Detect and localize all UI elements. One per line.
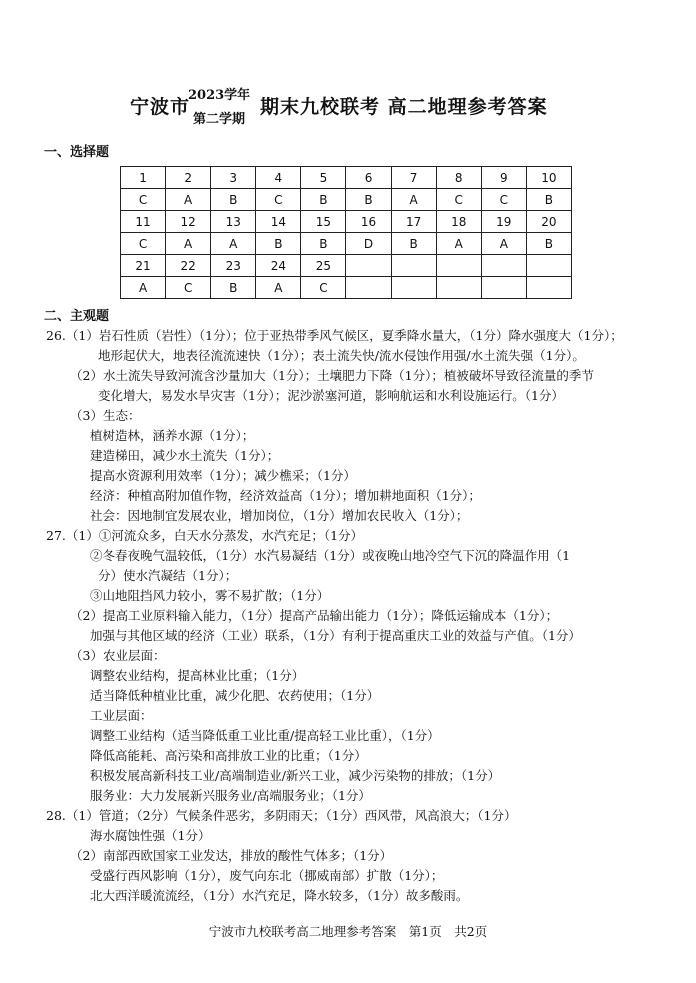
table-cell: 21 (121, 255, 166, 277)
answer-line: ③山地阻挡风力较小，雾不易扩散；（1分） (90, 588, 330, 603)
answer-line: （2）水土流失导致河流含沙量加大（1分）；土壤肥力下降（1分）；植被破坏导致径流量的季节 (70, 368, 594, 383)
table-cell: A (391, 189, 436, 211)
table-cell: 9 (481, 167, 526, 189)
table-cell: C (301, 277, 346, 299)
answer-line: （2）南部西欧国家工业发达，排放的酸性气体多；（1分） (70, 848, 393, 863)
table-cell: 22 (166, 255, 211, 277)
answer-line: 提高水资源利用效率（1分）；减少樵采；（1分） (90, 468, 356, 483)
table-cell (346, 255, 391, 277)
answer-line: 海水腐蚀性强（1分） (90, 828, 211, 843)
table-cell: B (301, 233, 346, 255)
answer-line: 调整工业结构（适当降低重工业比重/提高轻工业比重），（1分） (90, 728, 440, 743)
table-cell: 16 (346, 211, 391, 233)
table-cell: D (346, 233, 391, 255)
table-cell (526, 255, 571, 277)
table-cell (436, 277, 481, 299)
page-title (0, 84, 696, 128)
answer-line: 建造梯田，减少水土流失（1分）； (90, 448, 280, 463)
title-year: 2023学年 (188, 88, 251, 103)
table-cell: C (166, 277, 211, 299)
answer-line: 调整农业结构，提高林业比重；（1分） (90, 668, 305, 683)
answer-line: （2）提高工业原料输入能力，（1分）提高产品输出能力（1分）；降低运输成本（1分）； (70, 608, 559, 623)
table-cell: C (256, 189, 301, 211)
table-cell: A (481, 233, 526, 255)
table-cell: C (481, 189, 526, 211)
answer-line: 降低高能耗、高污染和高排放工业的比重；（1分） (90, 748, 367, 763)
table-row (121, 189, 572, 211)
answer-line: 北大西洋暖流流经，（1分）水汽充足，降水较多，（1分）故多酸雨。 (90, 888, 469, 903)
table-cell: 24 (256, 255, 301, 277)
table-cell: 25 (301, 255, 346, 277)
table-cell: A (436, 233, 481, 255)
answer-body (46, 326, 656, 906)
table-row (121, 167, 572, 189)
table-cell: B (526, 189, 571, 211)
table-cell (436, 255, 481, 277)
table-cell: 13 (211, 211, 256, 233)
table-cell: 6 (346, 167, 391, 189)
table-cell: B (211, 189, 256, 211)
table-cell: 17 (391, 211, 436, 233)
table-cell: A (166, 189, 211, 211)
answer-line: 27.（1）①河流众多，白天水分蒸发，水汽充足；（1分） (46, 528, 364, 543)
table-cell (391, 277, 436, 299)
table-cell: A (256, 277, 301, 299)
answer-line: 分）使水汽凝结（1分）； (98, 568, 238, 583)
table-cell: C (436, 189, 481, 211)
answer-line: 经济：种植高附加值作物，经济效益高（1分）；增加耕地面积（1分）； (90, 488, 481, 503)
title-main: 期末九校联考 高二地理参考答案 (260, 96, 548, 118)
table-cell: B (526, 233, 571, 255)
title-term: 第二学期 (193, 112, 246, 127)
page-footer: 宁波市九校联考高二地理参考答案 第1页 共2页 (208, 924, 488, 939)
table-cell: 18 (436, 211, 481, 233)
table-cell: C (121, 189, 166, 211)
answer-table (120, 166, 572, 299)
table-cell: 3 (211, 167, 256, 189)
answer-line: 受盛行西风影响（1分），废气向东北（挪威南部）扩散（1分）； (90, 868, 444, 883)
table-row (121, 277, 572, 299)
table-cell: A (166, 233, 211, 255)
table-cell: 1 (121, 167, 166, 189)
table-cell (391, 255, 436, 277)
section-heading-choice: 一、选择题 (44, 145, 110, 160)
table-cell: 2 (166, 167, 211, 189)
table-cell: 11 (121, 211, 166, 233)
table-cell (481, 255, 526, 277)
answer-line: 26.（1）岩石性质（岩性）（1分）；位于亚热带季风气候区，夏季降水量大，（1分）降水强度大（1分）； (46, 328, 623, 343)
table-row (121, 211, 572, 233)
table-cell: 12 (166, 211, 211, 233)
table-cell: B (301, 189, 346, 211)
answer-line: 工业层面： (90, 708, 153, 723)
answer-line: 社会：因地制宜发展农业，增加岗位，（1分）增加农民收入（1分）； (90, 508, 469, 523)
table-cell (346, 277, 391, 299)
answer-line: （3）农业层面： (70, 648, 166, 663)
table-cell: B (211, 277, 256, 299)
answer-line: 加强与其他区域的经济（工业）联系，（1分）有利于提高重庆工业的效益与产值。（1分） (90, 628, 581, 643)
title-city: 宁波市 (130, 96, 191, 118)
answer-line: （3）生态： (70, 408, 141, 423)
answer-line: 植树造林，涵养水源（1分）； (90, 428, 255, 443)
table-cell: 19 (481, 211, 526, 233)
table-cell: A (211, 233, 256, 255)
table-cell: 7 (391, 167, 436, 189)
table-cell: B (391, 233, 436, 255)
table-cell: B (346, 189, 391, 211)
table-cell: 10 (526, 167, 571, 189)
answer-line: 积极发展高新科技工业/高端制造业/新兴工业，减少污染物的排放；（1分） (90, 768, 501, 783)
table-cell: 15 (301, 211, 346, 233)
answer-line: 变化增大，易发水旱灾害（1分）；泥沙淤塞河道，影响航运和水利设施运行。（1分） (98, 388, 564, 403)
table-cell: B (256, 233, 301, 255)
table-cell: 14 (256, 211, 301, 233)
table-cell: 4 (256, 167, 301, 189)
table-cell: A (121, 277, 166, 299)
table-row (121, 255, 572, 277)
table-cell: 20 (526, 211, 571, 233)
answer-line: 28.（1）管道；（2分）气候条件恶劣，多阴雨天；（1分）西风带，风高浪大；（1分） (46, 808, 517, 823)
answer-line: ②冬春夜晚气温较低，（1分）水汽易凝结（1分）或夜晚山地冷空气下沉的降温作用（1 (90, 548, 571, 563)
table-cell: 5 (301, 167, 346, 189)
answer-line: 服务业：大力发展新兴服务业/高端服务业；（1分） (90, 788, 371, 803)
table-cell: 8 (436, 167, 481, 189)
table-cell (481, 277, 526, 299)
table-cell: 23 (211, 255, 256, 277)
answer-line: 地形起伏大，地表径流流速快（1分）；表土流失快/流水侵蚀作用强/水土流失强（1分）。 (98, 348, 585, 363)
answer-line: 适当降低种植业比重，减少化肥、农药使用；（1分） (90, 688, 380, 703)
table-cell (526, 277, 571, 299)
table-row (121, 233, 572, 255)
table-cell: C (121, 233, 166, 255)
section-heading-subjective: 二、主观题 (44, 309, 110, 324)
